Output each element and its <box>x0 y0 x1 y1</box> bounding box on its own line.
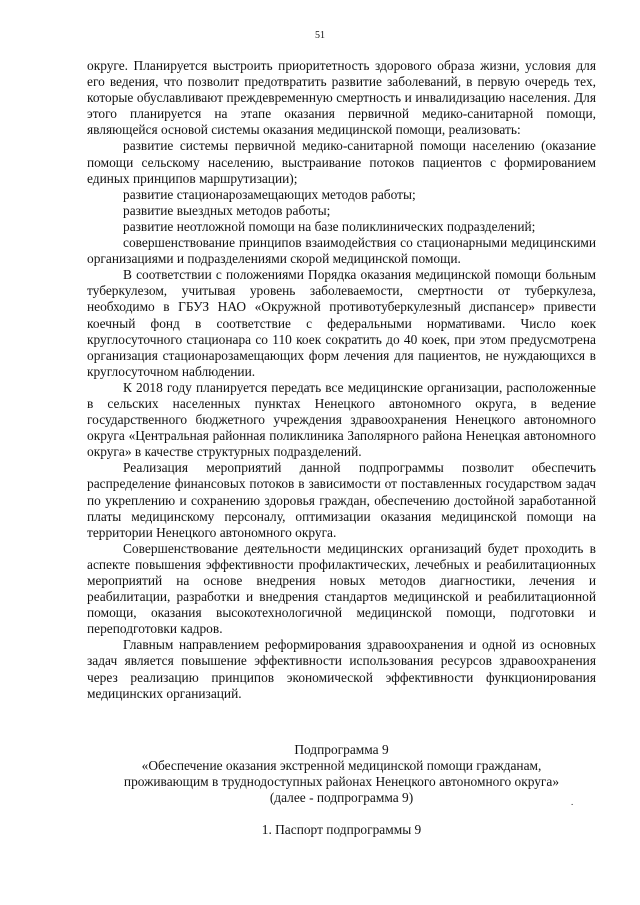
subprogram-note: (далее - подпрограмма 9) <box>269 790 414 806</box>
list-item: развитие стационарозамещающих методов работы; <box>123 186 416 202</box>
list-item: совершенствование принципов взаимодействия со стационарными медицинскими организациями и подразделениями скорой медицинской помощи. <box>87 235 596 267</box>
subprogram-name-line-2: проживающим в труднодоступных районах Ненецкого автономного округа» <box>123 774 560 790</box>
paragraph: округе. Планируется выстроить приоритетность здорового образа жизни, условия для его ведения, что позволит предотвратить развитие заболеваний, в первую очередь тех, которые обуславливают преждевременную смертность и инвалидизацию населения. Для этого планируется на этапе оказания первичной медико-санитарной помощи, являющейся основой системы оказания медицинской помощи, реализовать: <box>87 58 596 138</box>
subprogram-heading <box>87 742 596 838</box>
body-text <box>87 58 596 702</box>
paragraph: Совершенствование деятельности медицинских организаций будет проходить в аспекте повышения эффективности профилактических, лечебных и реабилитационных мероприятий на основе внедрения новых методов диагностики, лечения и реабилитации, разработки и внедрения стандартов медицинской и реабилитационной помощи, оказания высокотехнологичной медицинской помощи, подготовки и переподготовки кадров. <box>87 540 596 637</box>
list-item: развитие неотложной помощи на базе поликлинических подразделений; <box>123 218 536 234</box>
paragraph: Реализация мероприятий данной подпрограммы позволит обеспечить распределение финансовых потоков в зависимости от поставленных государством задач по укреплению и сохранению здоровья граждан, обеспечению достойной заработанной платы медицинскому персоналу, оптимизации оказания медицинской помощи на территории Ненецкого автономного округа. <box>87 460 596 540</box>
list-item: развитие системы первичной медико-санитарной помощи населению (оказание помощи сельскому населению, выстраивание потоков пациентов с формированием единых принципов маршрутизации); <box>87 138 596 186</box>
stray-mark: . <box>571 797 574 807</box>
page-number: 51 <box>315 30 325 41</box>
paragraph: Главным направлением реформирования здравоохранения и одной из основных задач является повышение эффективности использования ресурсов здравоохранения через реализацию принципов экономической эффективности функционирования медицинских организаций. <box>87 637 596 701</box>
paragraph: В соответствии с положениями Порядка оказания медицинской помощи больным туберкулезом, учитывая уровень заболеваемости, смертности от туберкулеза, необходимо в ГБУЗ НАО «Окружной противотуберкулезный диспансер» привести коечный фонд в соответствие с федеральными нормативами. Число коек круглосуточного стационара со 110 коек сократить до 40 коек, при этом предусмотрена организация стационарозамещающих форм лечения для пациентов, не нуждающихся в круглосуточном наблюдении. <box>87 267 596 379</box>
subprogram-name-line-1: «Обеспечение оказания экстренной медицинской помощи гражданам, <box>141 758 542 774</box>
list-item: развитие выездных методов работы; <box>123 202 331 218</box>
passport-heading: 1. Паспорт подпрограммы 9 <box>261 822 422 838</box>
spacer <box>87 806 596 822</box>
paragraph: К 2018 году планируется передать все медицинские организации, расположенные в сельских населенных пунктах Ненецкого автономного округа, в ведение государственного бюджетного учреждения здравоохранения Ненецкого автономного округа «Центральная районная поликлиника Заполярного района Ненецкая автономного округа» в качестве структурных подразделений. <box>87 379 596 460</box>
subprogram-title: Подпрограмма 9 <box>294 742 389 757</box>
